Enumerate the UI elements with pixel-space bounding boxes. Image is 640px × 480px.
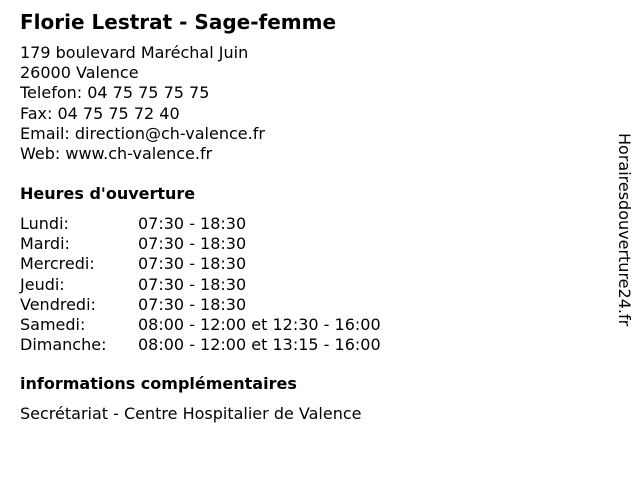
site-watermark: Horairesdouverture24.fr <box>615 133 634 327</box>
phone-number: Telefon: 04 75 75 75 75 <box>20 83 210 103</box>
time-range: 07:30 - 18:30 <box>138 274 247 294</box>
fax-number: Fax: 04 75 75 72 40 <box>20 103 180 123</box>
hours-row-thursday <box>20 275 440 295</box>
additional-info-heading: informations complémentaires <box>20 374 297 393</box>
time-range: 07:30 - 18:30 <box>138 214 247 233</box>
day-label: Lundi: <box>20 214 69 233</box>
day-label: Jeudi: <box>20 274 65 294</box>
time-range: 08:00 - 12:00 et 13:15 - 16:00 <box>138 335 381 355</box>
day-label: Mercredi: <box>20 254 95 274</box>
hours-row-monday <box>20 214 440 234</box>
opening-hours-table <box>20 214 440 355</box>
hours-row-sunday <box>20 335 440 355</box>
time-range: 07:30 - 18:30 <box>138 294 247 314</box>
time-range: 08:00 - 12:00 et 12:30 - 16:00 <box>138 314 381 334</box>
time-range: 07:30 - 18:30 <box>138 254 247 274</box>
page-title: Florie Lestrat - Sage-femme <box>20 10 337 34</box>
hours-row-wednesday <box>20 254 440 274</box>
time-range: 07:30 - 18:30 <box>138 234 247 254</box>
address-street: 179 boulevard Maréchal Juin <box>20 43 249 62</box>
day-label: Samedi: <box>20 314 86 334</box>
opening-hours-heading: Heures d'ouverture <box>20 184 196 203</box>
day-label: Dimanche: <box>20 335 107 355</box>
email-address: Email: direction@ch-valence.fr <box>20 123 265 143</box>
website: Web: www.ch-valence.fr <box>20 143 213 163</box>
day-label: Mardi: <box>20 234 70 254</box>
hours-row-friday <box>20 295 440 315</box>
hours-row-saturday <box>20 315 440 335</box>
address-city: 26000 Valence <box>20 63 139 83</box>
day-label: Vendredi: <box>20 294 96 314</box>
hours-row-tuesday <box>20 234 440 254</box>
additional-info-text: Secrétariat - Centre Hospitalier de Valence <box>20 404 362 423</box>
contact-block <box>20 43 265 164</box>
